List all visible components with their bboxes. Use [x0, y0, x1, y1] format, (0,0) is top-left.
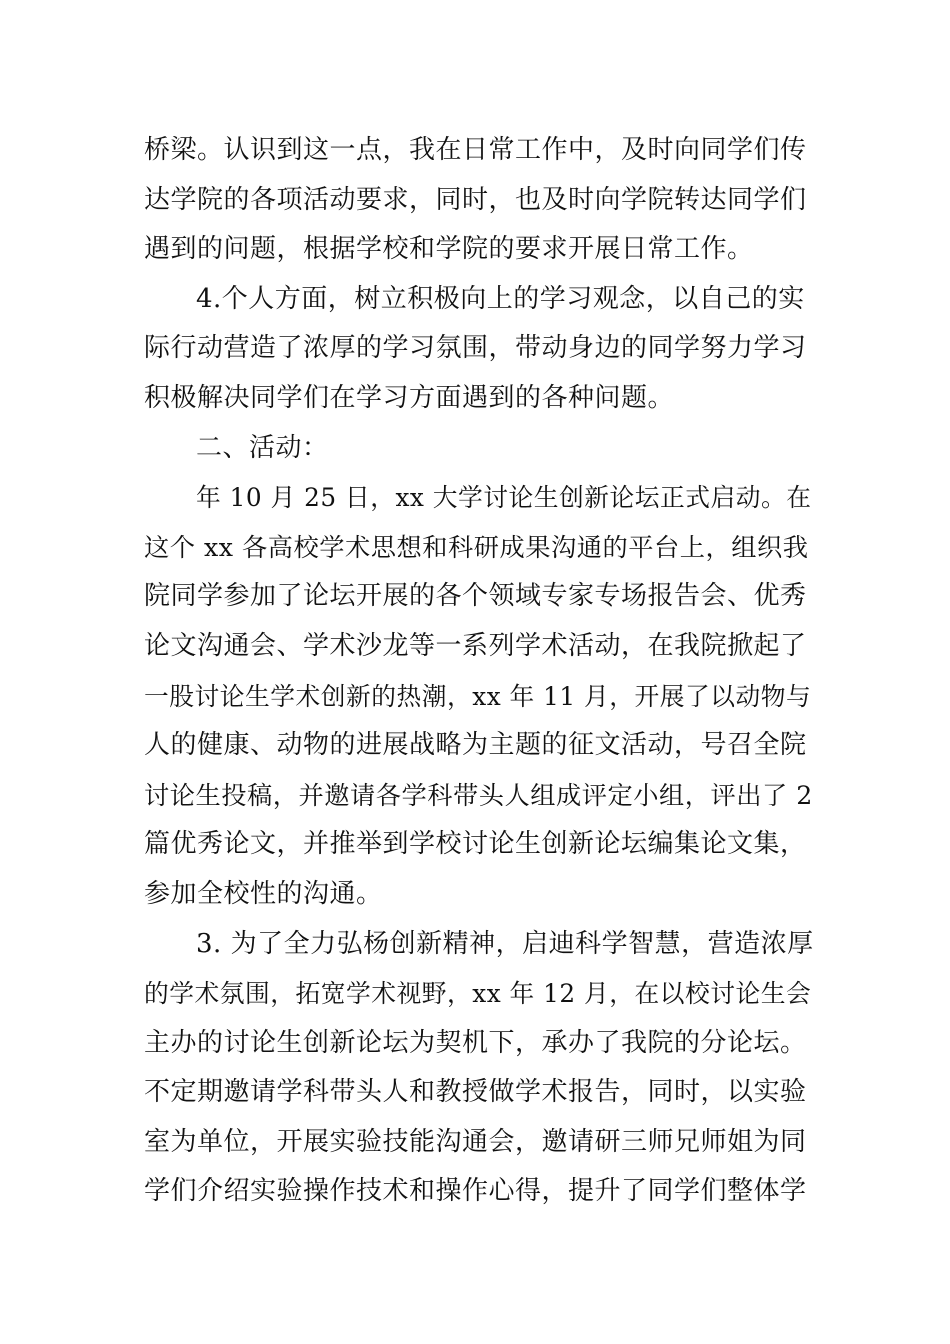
text-line: 的学术氛围，拓宽学术视野，xx 年 12 月，在以校讨论生会	[144, 979, 812, 1009]
text-line: 篇优秀论文，并推举到学校讨论生创新论坛编集论文集，	[144, 829, 807, 860]
text-line: 学们介绍实验操作技术和操作心得，提升了同学们整体学	[144, 1176, 807, 1207]
text-line: 桥梁。认识到这一点，我在日常工作中，及时向同学们传	[144, 135, 807, 165]
text-line: 院同学参加了论坛开展的各个领域专家专场报告会、优秀	[144, 581, 807, 612]
text-line: 一股讨论生学术创新的热潮，xx 年 11 月，开展了以动物与	[144, 681, 812, 711]
text-line: 讨论生投稿，并邀请各学科带头人组成评定小组，评出了 2	[144, 780, 813, 810]
text-line: 论文沟通会、学术沙龙等一系列学术活动，在我院掀起了	[144, 630, 807, 661]
text-line: 遇到的问题，根据学校和学院的要求开展日常工作。	[144, 234, 754, 265]
text-line: 室为单位，开展实验技能沟通会，邀请研三师兄师姐为同	[144, 1126, 807, 1157]
text-line: 达学院的各项活动要求，同时，也及时向学院转达同学们	[144, 184, 807, 215]
text-line: 不定期邀请学科带头人和教授做学术报告，同时，以实验	[144, 1077, 807, 1108]
text-line: 际行动营造了浓厚的学习氛围，带动身边的同学努力学习	[144, 333, 807, 364]
text-line: 这个 xx 各高校学术思想和科研成果沟通的平台上，组织我	[144, 532, 809, 562]
text-line: 积极解决同学们在学习方面遇到的各种问题。	[144, 382, 675, 413]
section-heading: 二、活动：	[196, 432, 329, 463]
text-line: 参加全校性的沟通。	[144, 878, 383, 909]
text-line: 人的健康、动物的进展战略为主题的征文活动，号召全院	[144, 730, 807, 761]
text-line: 3. 为了全力弘杨创新精神，启迪科学智慧，营造浓厚	[196, 928, 814, 959]
text-line: 年 10 月 25 日，xx 大学讨论生创新论坛正式启动。在	[196, 483, 812, 513]
document-body	[144, 126, 814, 1217]
text-line: 4.个人方面，树立积极向上的学习观念，以自己的实	[196, 283, 805, 314]
text-line: 主办的讨论生创新论坛为契机下，承办了我院的分论坛。	[144, 1027, 807, 1058]
